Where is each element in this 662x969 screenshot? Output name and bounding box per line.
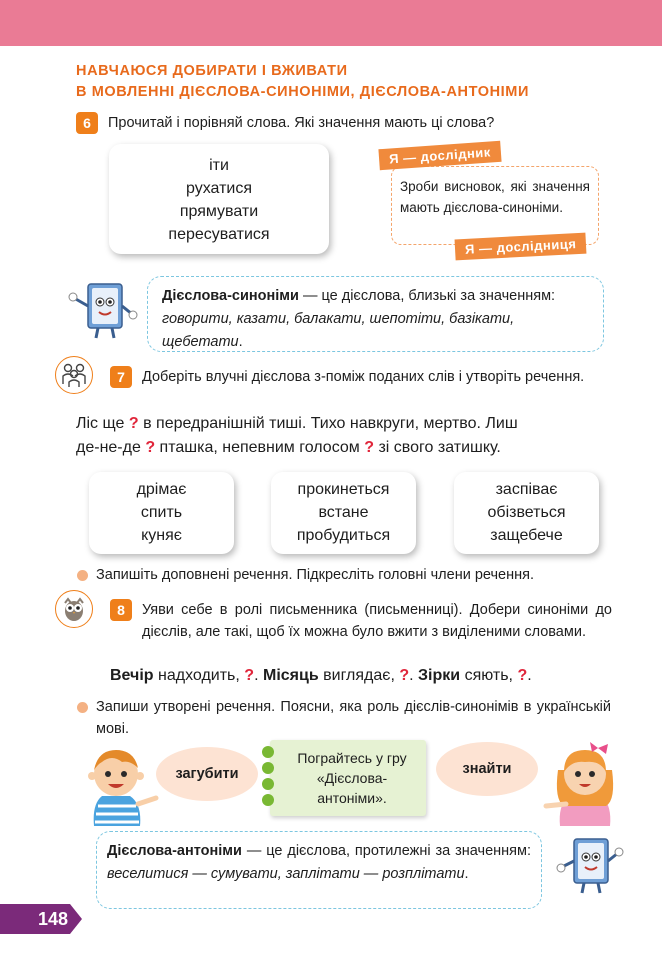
ex8-sentences: Вечір надходить, ?. Місяць виглядає, ?. Зірки сяють, ?. [110,667,532,684]
word: встане [318,504,369,521]
antonyms-definition: — це дієслова, протилежні за значенням: [241,843,531,859]
question-mark: ? [364,439,375,456]
boy-illustration [72,742,162,826]
word: обізветься [487,504,566,521]
owl-icon [55,590,93,628]
word: куняє [141,527,182,544]
text-fragment: де-не-де [76,439,141,456]
exercise-6-instruction: Прочитай і порівняй слова. Які значення мають ці слова? [108,115,495,131]
word: защебече [490,527,563,544]
word: прямувати [179,203,259,220]
highlighted-word: Вечір [110,667,154,684]
period: . [238,334,243,350]
question-mark: ? [244,667,255,684]
word: спить [140,504,183,521]
text-fragment: зі свого затишку. [378,439,501,456]
researcher-tag-top: Я — дослідник [378,141,501,170]
antonyms-definition-box [96,831,542,909]
game-note [262,740,426,816]
section-title-line2: В МОВЛЕННІ ДІЄСЛОВА-СИНОНІМИ, ДІЄСЛОВА-АНТОНІМИ [76,84,530,100]
question-mark: ? [145,439,156,456]
highlighted-word: Місяць [262,667,319,684]
exercise-6-number: 6 [76,112,98,134]
ex7-word-card-3 [454,472,599,554]
word-bubble-right: знайти [436,742,538,796]
word: рухатися [185,180,252,197]
question-mark: ? [517,667,528,684]
word: заспіває [495,481,558,498]
exercise-7-number: 7 [110,366,132,388]
ex7-word-card-1 [89,472,234,554]
word: дрімає [136,481,187,498]
exercise-7-instruction: Доберіть влучні дієслова з-поміж поданих слів і утворіть речення. [142,369,585,385]
question-mark: ? [399,667,410,684]
girl-illustration [540,740,630,826]
synonyms-definition: — це дієслова, близькі за значенням: [298,288,556,304]
synonyms-term: Дієслова-синоніми [162,288,299,304]
game-note-text: Пограйтесь у гру «Дієслова-антоніми». [297,750,407,806]
bullet-dot [77,702,88,713]
book-mascot-icon [556,833,626,897]
researcher-tag-bottom: Я — дослідниця [455,233,587,261]
word-bubble-left: загубити [156,747,258,801]
text-fragment: Ліс ще [76,415,125,432]
word: прокинеться [297,481,390,498]
period: . [464,866,469,882]
page-number: 148 [38,909,69,929]
research-text: Зроби висновок, які значення мають дієслова-синоніми. [400,179,590,215]
word: пересуватися [168,226,270,243]
exercise-8-task: Запиши утворені речення. Поясни, яка роль дієслів-синонімів в українській мові. [96,699,611,737]
section-title-line1: НАВЧАЮСЯ ДОБИРАТИ І ВЖИВАТИ [76,63,348,79]
question-mark: ? [128,415,139,432]
top-color-bar [0,0,662,46]
ex6-word-card [109,144,329,254]
antonyms-examples: веселитися — сумувати, заплітати — розплітати [107,866,465,882]
synonyms-examples: говорити, казати, балакати, шепотіти, базікати, щебетати [162,311,515,350]
book-mascot-icon [68,278,138,342]
bullet-dot [77,570,88,581]
exercise-7-task: Запишіть доповнені речення. Підкресліть головні члени речення. [96,567,534,583]
exercise-8-number: 8 [110,599,132,621]
text-fragment: виглядає, [323,667,395,684]
synonyms-definition-box [147,276,604,352]
text-fragment: пташка, непевним голосом [159,439,360,456]
antonyms-term: Дієслова-антоніми [107,843,242,859]
highlighted-word: Зірки [418,667,461,684]
text-fragment: сяють, [464,667,513,684]
ex7-text-line1 [76,412,610,436]
exercise-8-instruction: Уяви себе в ролі письменника (письменниці). Добери синоніми до дієслів, але такі, щоб їх можна було вжити з виділеними словами. [142,602,612,640]
text-fragment: надходить, [158,667,240,684]
word: іти [209,157,229,174]
ex7-text-line2 [76,436,610,460]
group-work-icon [55,356,93,394]
text-fragment: в передранішній тиші. Тихо навкруги, мертво. Лиш [143,415,518,432]
ex7-word-card-2 [271,472,416,554]
word: пробудиться [296,527,391,544]
